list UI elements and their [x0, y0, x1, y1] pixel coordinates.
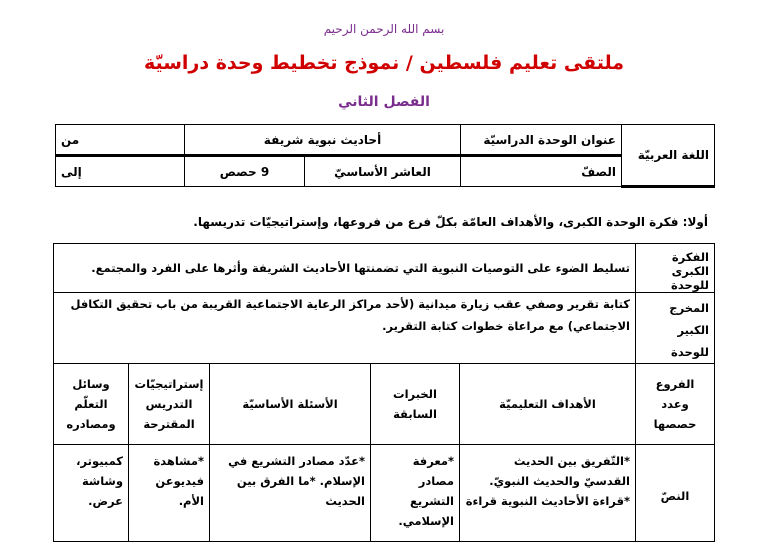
unit-label-cell: عنوان الوحدة الدراسيّة	[461, 125, 622, 156]
grade-label-cell: الصفّ	[461, 156, 622, 187]
big-idea-text: تسليط الضوء على التوصيات النبوية التي تضمنتها الأحاديث الشريفة وأثرها على الفرد والمجتمع.	[54, 244, 636, 293]
column-header-resources: وسائل التعلّم ومصادره	[54, 364, 129, 445]
column-header-objectives: الأهداف التعليميّة	[460, 364, 636, 445]
resources-cell: كمبيوتر، وشاشة عرض.	[54, 445, 129, 542]
column-header-prior-knowledge: الخبرات السابقة	[371, 364, 460, 445]
section-heading: أولا: فكرة الوحدة الكبرى، والأهداف العامّة بكلّ فرع من فروعها، وإستراتيجيّات تدريسها.	[193, 215, 708, 229]
page-title: ملتقى تعليم فلسطين / نموذج تخطيط وحدة دراسيّة	[143, 52, 625, 74]
subject-cell: اللغة العربيّة	[622, 125, 715, 187]
prior-knowledge-cell: *معرفة مصادر التشريع الإسلامي.	[371, 445, 460, 542]
big-output-label: المخرج الكبير للوحدة	[636, 293, 715, 364]
strategies-cell: *مشاهدة فيديوعن الأم.	[129, 445, 210, 542]
term-label: الفصل الثاني	[338, 94, 430, 110]
column-header-strategies: إستراتيجيّات التدريس المقترحة	[129, 364, 210, 445]
basmala: بسم الله الرحمن الرحيم	[323, 22, 445, 36]
unit-plan-table	[53, 243, 715, 542]
header-table	[55, 124, 715, 188]
big-output-text: كتابة تقرير وصفي عقب زيارة ميدانية (لأحد مراكز الرعاية الاجتماعية القريبة من باب تحقيق التكافل الاجتماعي) مع مراعاة خطوات كتابة التقرير.	[54, 293, 636, 364]
to-label-cell: إلى	[56, 156, 185, 187]
column-header-branches: الفروع وعدد حصصها	[636, 364, 715, 445]
table-row	[54, 445, 715, 542]
grade-value-cell: العاشر الأساسيّ	[305, 156, 461, 187]
questions-cell: *عدّد مصادر التشريع في الإسلام. *ما الفرق بين الحديث	[210, 445, 371, 542]
from-label-cell: من	[56, 125, 185, 156]
periods-cell: 9 حصص	[185, 156, 305, 187]
branch-cell: النصّ	[636, 445, 715, 542]
column-header-essential-questions: الأسئلة الأساسيّة	[210, 364, 371, 445]
big-idea-label: الفكرة الكبرى للوحدة	[636, 244, 715, 293]
objectives-cell: *التّفريق بين الحديث القدسيّ والحديث النبويّ. *قراءة الأحاديث النبوية قراءة	[460, 445, 636, 542]
unit-value-cell: أحاديث نبوية شريفة	[185, 125, 461, 156]
